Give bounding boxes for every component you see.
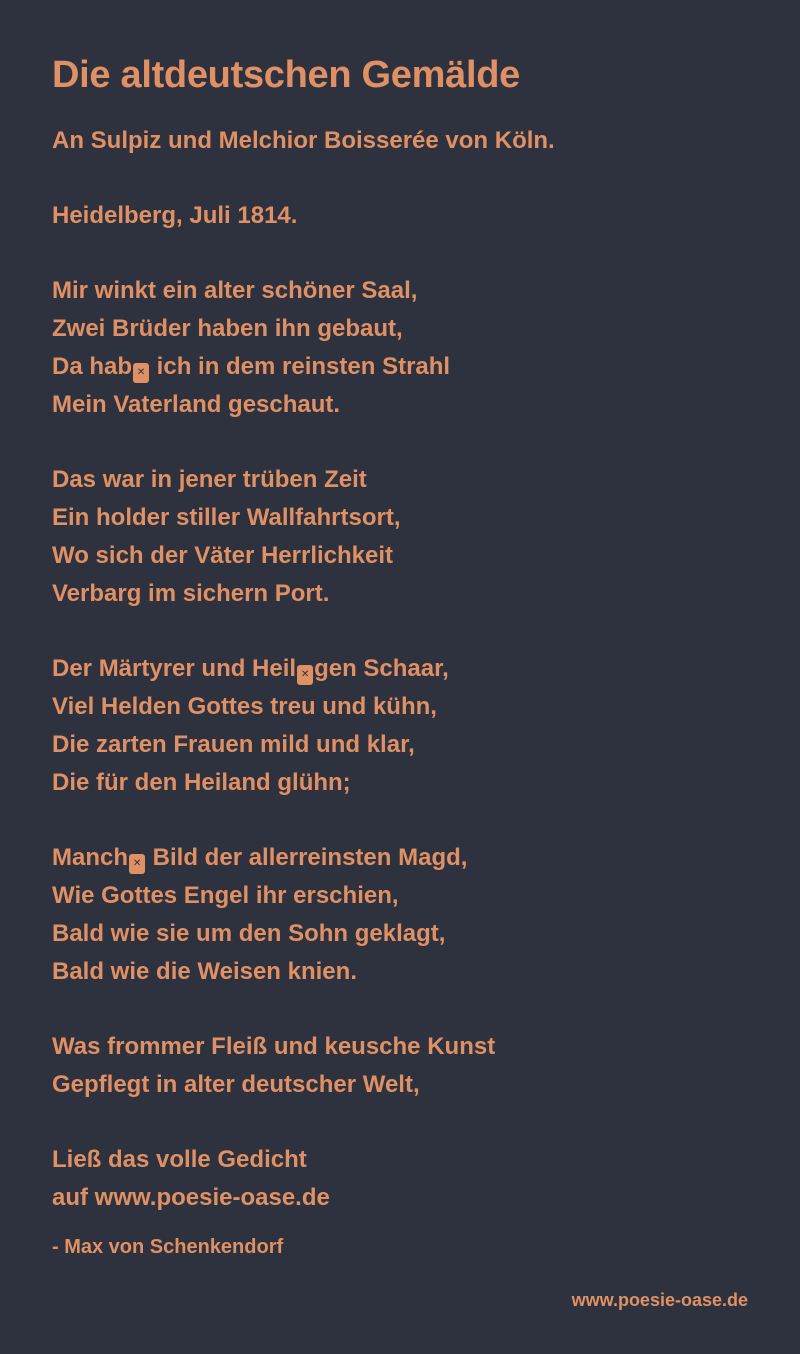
poem-title: Die altdeutschen Gemälde <box>52 54 520 96</box>
poem-line: Wie Gottes Engel ihr erschien, <box>52 882 399 909</box>
poem-line: Mir winkt ein alter schöner Saal, <box>52 277 418 304</box>
poem-dateline: Heidelberg, Juli 1814. <box>52 202 298 229</box>
poem-line: Wo sich der Väter Herrlichkeit <box>52 542 394 569</box>
poem-dedication: An Sulpiz und Melchior Boisserée von Köln. <box>52 127 555 154</box>
poem-line: Verbarg im sichern Port. <box>52 580 330 607</box>
poem-line: Mein Vaterland geschaut. <box>52 391 341 418</box>
poem-line: Das war in jener trüben Zeit <box>52 466 367 493</box>
poem-line: Der Märtyrer und Heil ✕ gen Schaar, <box>52 650 748 688</box>
poem-line: Die zarten Frauen mild und klar, <box>52 731 415 758</box>
poem-line: Die für den Heiland glühn; <box>52 769 351 796</box>
poem-line: Bald wie sie um den Sohn geklagt, <box>52 920 446 947</box>
poem-line: Da hab ✕ ich in dem reinsten Strahl <box>52 348 748 386</box>
poem-stanza <box>52 839 748 991</box>
poem-line: Bald wie die Weisen knien. <box>52 958 357 985</box>
poem-line: Zwei Brüder haben ihn gebaut, <box>52 315 403 342</box>
poem-teaser-line: Ließ das volle Gedicht <box>52 1146 307 1173</box>
missing-glyph-box: ✕ <box>133 363 149 383</box>
poem-line: Viel Helden Gottes treu und kühn, <box>52 693 437 720</box>
poem-stanza <box>52 1028 748 1104</box>
poem-line: Ein holder stiller Wallfahrtsort, <box>52 504 401 531</box>
poem-line: Manch ✕ Bild der allerreinsten Magd, <box>52 839 748 877</box>
missing-glyph-box: ✕ <box>297 665 313 685</box>
poem-stanza <box>52 650 748 802</box>
poem-stanza <box>52 461 748 613</box>
poem-stanza <box>52 272 748 424</box>
site-watermark: www.poesie-oase.de <box>571 1290 748 1310</box>
poem-teaser-url: auf www.poesie-oase.de <box>52 1184 330 1211</box>
poem-author: - Max von Schenkendorf <box>52 1236 284 1258</box>
missing-glyph-box: ✕ <box>129 854 145 874</box>
poem-line: Gepflegt in alter deutscher Welt, <box>52 1071 420 1098</box>
poem-teaser <box>52 1141 748 1217</box>
poem-line: Was frommer Fleiß und keusche Kunst <box>52 1033 496 1060</box>
